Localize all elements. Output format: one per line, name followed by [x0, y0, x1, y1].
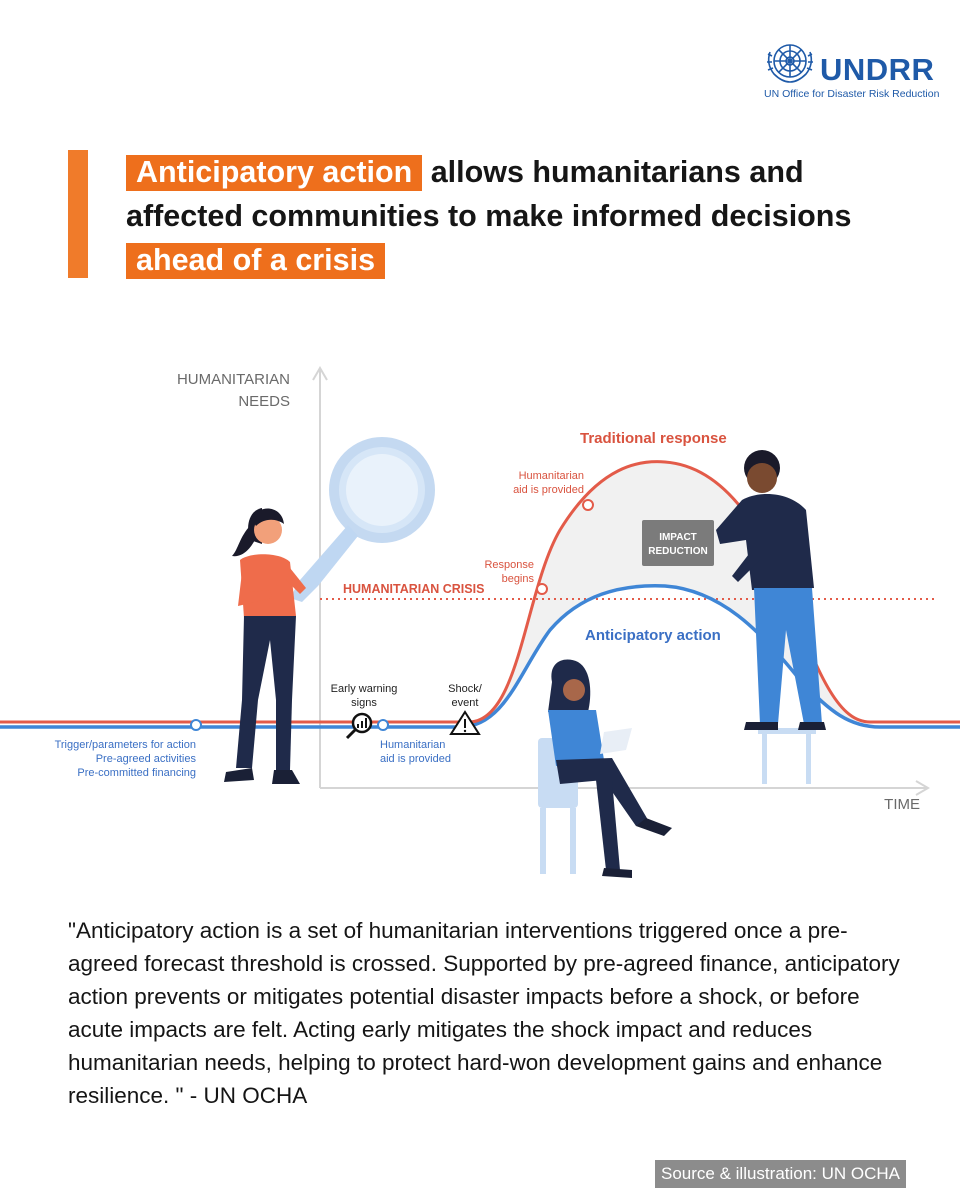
traditional-label: Traditional response — [580, 430, 727, 447]
trigger-marker — [191, 720, 201, 730]
accent-bar — [68, 150, 88, 278]
headline-highlight-2: ahead of a crisis — [126, 243, 385, 279]
y-axis-label-2: NEEDS — [238, 393, 290, 410]
trigger-label-1: Trigger/parameters for action — [54, 739, 196, 751]
x-axis-label: TIME — [884, 796, 920, 813]
aid-provided-top-label-1: Humanitarian — [518, 470, 584, 482]
y-axis-label-1: HUMANITARIAN — [176, 371, 290, 388]
shock-label-2: event — [451, 697, 479, 709]
brand-subtitle: UN Office for Disaster Risk Reduction — [764, 88, 940, 100]
impact-reduction-label-1: IMPACT — [659, 532, 697, 543]
crisis-label: HUMANITARIAN CRISIS — [343, 582, 485, 596]
response-begins-marker — [537, 584, 547, 594]
early-warning-label-2: signs — [351, 697, 377, 709]
aid-provided-marker — [378, 720, 388, 730]
source-credit: Source & illustration: UN OCHA — [655, 1160, 906, 1188]
headline-text: allows humanitarians and affected communities to make informed decisions — [126, 155, 852, 233]
aid-provided-top-label-2: aid is provided — [513, 484, 584, 496]
shock-label-1: Shock/ — [448, 683, 482, 695]
seated-woman-illustration — [538, 659, 672, 878]
aid-provided-top-marker — [583, 500, 593, 510]
aid-provided-bottom-label-2: aid is provided — [380, 753, 451, 765]
anticipatory-action-diagram — [0, 340, 960, 900]
un-emblem-icon — [764, 40, 816, 86]
headline — [126, 150, 926, 282]
anticipatory-label: Anticipatory action — [585, 627, 721, 644]
response-begins-label-2: begins — [501, 573, 534, 585]
undrr-logo — [764, 40, 944, 104]
headline-highlight-1: Anticipatory action — [126, 155, 422, 191]
woman-with-magnifier-illustration — [224, 442, 430, 784]
trigger-label-3: Pre-committed financing — [77, 767, 196, 779]
impact-reduction-label-2: REDUCTION — [648, 546, 708, 557]
brand-name: UNDRR — [820, 52, 935, 87]
trigger-label-2: Pre-agreed activities — [95, 753, 196, 765]
ocha-quote: "Anticipatory action is a set of humanitarian interventions triggered once a pre-agreed forecast threshold is crossed. Supported by pre-agreed finance, anticipatory action prevents or mitigates potential disaster impacts before a shock, or before acute impacts are felt. Acting early mitigates the shock impact and reduces humanitarian needs, helping to protect hard-won development gains and enhance resilience. " - UN OCHA — [68, 918, 900, 1108]
early-warning-label-1: Early warning — [330, 683, 398, 695]
aid-provided-bottom-label-1: Humanitarian — [380, 739, 446, 751]
response-begins-label-1: Response — [484, 559, 534, 571]
